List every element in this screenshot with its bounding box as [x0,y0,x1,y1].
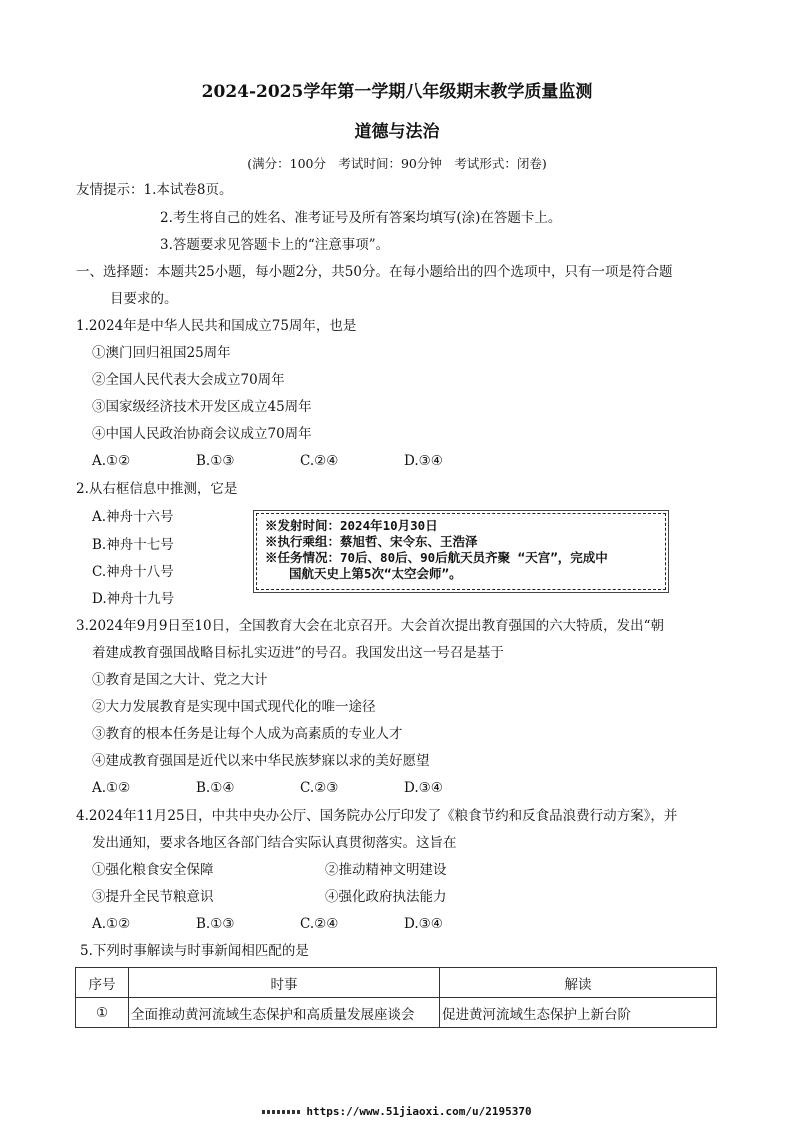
col-number-header: 序号 [76,968,129,998]
q3-statement-2: ②大力发展教育是实现中国式现代化的唯一途径 [92,699,376,715]
exam-info: (满分：100分 考试时间：90分钟 考试形式：闭卷) [247,156,547,171]
q2-info-box [256,513,666,590]
q3-option-d[interactable]: D.③④ [404,780,443,796]
q3-stem: 3.2024年9月9日至10日，全国教育大会在北京召开。大会首次提出教育强国的六大特质，发出“朝 [76,618,664,634]
tip-2: 2.考生将自己的姓名、准考证号及所有答案均填写(涂)在答题卡上。 [160,210,562,226]
footer-url[interactable]: https://www.51jiaoxi.com/u/2195370 [306,1105,532,1118]
q3-statement-1: ①教育是国之大计、党之大计 [92,672,268,688]
tip-3: 3.答题要求见答题卡上的“注意事项”。 [160,237,390,253]
q4-option-a[interactable]: A.①② [92,916,131,932]
q5-news-table [75,967,717,1028]
q1-statement-1: ①澳门回归祖国25周年 [92,345,231,361]
q4-option-c[interactable]: C.②④ [300,916,339,932]
q2-info-mission: ※任务情况：70后、80后、90后航天员齐聚 “天宫”，完成中 [265,550,608,565]
q3-options [92,779,508,797]
exam-title: 2024-2025学年第一学期八年级期末教学质量监测 [201,82,593,102]
q4-statement-1: ①强化粮食安全保障 [92,862,214,878]
table-row [76,998,717,1028]
q2-stem: 2.从右框信息中推测，它是 [76,481,238,497]
q2-info-launch: ※发射时间：2024年10月30日 [265,518,438,533]
q4-statement-2: ②推动精神文明建设 [325,862,447,878]
q1-options [92,452,508,470]
col-event-header: 时事 [129,968,440,998]
q3-option-c[interactable]: C.②③ [300,780,339,796]
q2-option-c[interactable]: C.神舟十八号 [92,564,174,580]
q1-statement-3: ③国家级经济技术开发区成立45周年 [92,399,312,415]
q4-options [92,915,508,933]
q4-stem: 4.2024年11月25日，中共中央办公厅、国务院办公厅印发了《粮食节约和反食品浪费行动方案》，并 [76,808,678,824]
q4-option-b[interactable]: B.①③ [196,916,235,932]
q2-option-b[interactable]: B.神舟十七号 [92,537,174,553]
q1-option-a[interactable]: A.①② [92,453,131,469]
row-reading: 促进黄河流域生态保护上新台阶 [440,998,717,1028]
col-reading-header: 解读 [440,968,717,998]
q1-stem: 1.2024年是中华人民共和国成立75周年，也是 [76,318,357,334]
q5-stem: 5.下列时事解读与时事新闻相匹配的是 [80,943,309,959]
row-event: 全面推动黄河流域生态保护和高质量发展座谈会 [129,998,440,1028]
q4-option-d[interactable]: D.③④ [404,916,443,932]
q3-stem-cont: 着建成教育强国战略目标扎实迈进”的号召。我国发出这一号召是基于 [92,645,504,661]
q3-statement-3: ③教育的根本任务是让每个人成为高素质的专业人才 [92,726,403,742]
q4-statement-3: ③提升全民节粮意识 [92,889,214,905]
q1-statement-2: ②全国人民代表大会成立70周年 [92,372,285,388]
q4-statement-4: ④强化政府执法能力 [325,889,447,905]
q3-option-b[interactable]: B.①④ [196,780,235,796]
q1-statement-4: ④中国人民政治协商会议成立70周年 [92,426,312,442]
section-heading-cont: 目要求的。 [110,291,178,307]
footer [0,1105,794,1118]
q3-statement-4: ④建成教育强国是近代以来中华民族梦寐以求的美好愿望 [92,753,430,769]
tip-1: 友情提示：1.本试卷8页。 [76,182,233,198]
q1-option-c[interactable]: C.②④ [300,453,339,469]
q4-stem-cont: 发出通知，要求各地区各部门结合实际认真贯彻落实。这旨在 [92,835,457,851]
section-heading: 一、选择题：本题共25小题，每小题2分，共50分。在每小题给出的四个选项中，只有一项是符合题 [76,264,673,280]
subject-title: 道德与法治 [354,122,440,142]
q2-option-d[interactable]: D.神舟十九号 [92,591,175,607]
q1-option-b[interactable]: B.①③ [196,453,235,469]
row-number: ① [76,998,129,1028]
q2-option-a[interactable]: A.神舟十六号 [92,509,174,525]
watermark-logo [262,1110,302,1114]
q1-option-d[interactable]: D.③④ [404,453,443,469]
q2-info-mission-cont: 国航天史上第5次“太空会师”。 [289,566,462,581]
q2-info-crew: ※执行乘组：蔡旭哲、宋令东、王浩泽 [265,534,478,549]
q3-option-a[interactable]: A.①② [92,780,131,796]
table-header-row [76,968,717,998]
